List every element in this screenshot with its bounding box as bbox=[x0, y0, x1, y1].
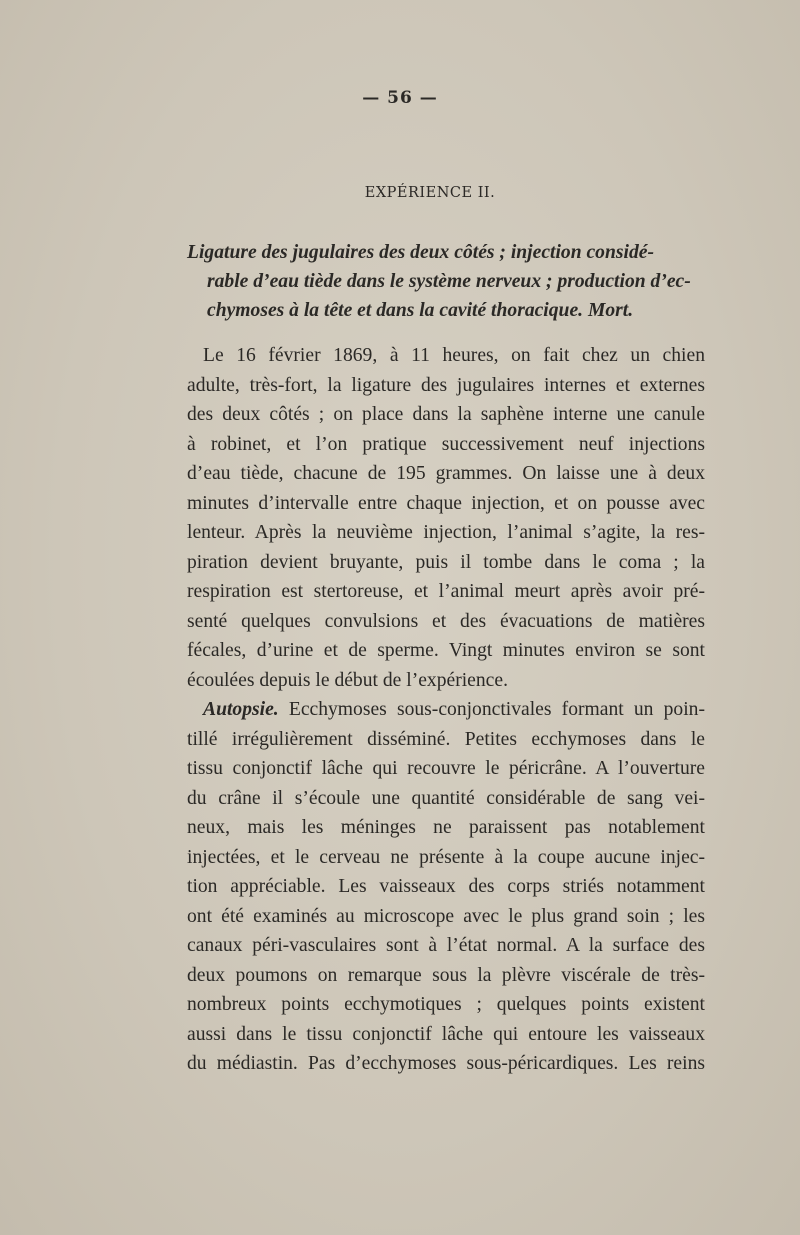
text-line: des deux côtés ; on place dans la saphène interne une canule bbox=[187, 404, 705, 425]
text-line: deux poumons on remarque sous la plèvre viscérale de très- bbox=[187, 964, 705, 986]
text-line: injectées, et le cerveau ne présente à la coupe aucune injec- bbox=[187, 846, 705, 868]
text-line: à robinet, et l’on pratique successivement neuf injections bbox=[187, 433, 705, 455]
text-line: minutes d’intervalle entre chaque injection, et on pousse avec bbox=[187, 492, 705, 514]
text-line: respiration est stertoreuse, et l’animal meurt après avoir pré- bbox=[187, 581, 705, 602]
text-line: du crâne il s’écoule une quantité considérable de sang vei- bbox=[187, 787, 705, 809]
text-line: lenteur. Après la neuvième injection, l’animal s’agite, la res- bbox=[187, 522, 705, 543]
text-line: aussi dans le tissu conjonctif lâche qui entoure les vaisseaux bbox=[187, 1023, 705, 1045]
autopsy-line bbox=[187, 695, 705, 725]
experiment-subtitle bbox=[187, 238, 705, 325]
autopsy-first-text: Ecchymoses sous-conjonctivales formant un poin- bbox=[278, 699, 705, 720]
text-line: d’eau tiède, chacune de 195 grammes. On laisse une à deux bbox=[187, 463, 705, 484]
subtitle-line: Ligature des jugulaires des deux côtés ; injection considé- bbox=[187, 242, 654, 263]
text-line: nombreux points ecchymotiques ; quelques points existent bbox=[187, 994, 705, 1015]
text-line: Le 16 février 1869, à 11 heures, on fait chez un chien bbox=[203, 345, 705, 366]
autopsy-lead: Autopsie. bbox=[203, 699, 279, 720]
page-number: — 56 — bbox=[362, 88, 438, 108]
text-line: tillé irrégulièrement disséminé. Petites ecchymoses dans le bbox=[187, 728, 705, 750]
text-line: senté quelques convulsions et des évacuations de matières bbox=[187, 610, 705, 632]
text-line: tissu conjonctif lâche qui recouvre le péricrâne. A l’ouverture bbox=[187, 758, 705, 779]
text-line: fécales, d’urine et de sperme. Vingt minutes environ se sont bbox=[187, 640, 705, 661]
text-line: écoulées depuis le début de l’expérience. bbox=[187, 669, 508, 691]
text-line: du médiastin. Pas d’ecchymoses sous-péricardiques. Les reins bbox=[187, 1053, 705, 1074]
text-line: neux, mais les méninges ne paraissent pas notablement bbox=[187, 817, 705, 838]
body-text bbox=[187, 341, 705, 1079]
text-line: canaux péri-vasculaires sont à l’état normal. A la surface des bbox=[187, 935, 705, 956]
text-line: tion appréciable. Les vaisseaux des corps striés notamment bbox=[187, 876, 705, 897]
subtitle-line: chymoses à la tête et dans la cavité thoracique. Mort. bbox=[207, 300, 634, 321]
text-line: adulte, très-fort, la ligature des jugulaires internes et externes bbox=[187, 374, 705, 396]
experiment-heading: EXPÉRIENCE II. bbox=[364, 185, 496, 201]
text-line: piration devient bruyante, puis il tombe dans le coma ; la bbox=[187, 551, 705, 573]
subtitle-line: rable d’eau tiède dans le système nerveux ; production d’ec- bbox=[207, 271, 691, 292]
text-line: ont été examinés au microscope avec le plus grand soin ; les bbox=[187, 905, 705, 927]
